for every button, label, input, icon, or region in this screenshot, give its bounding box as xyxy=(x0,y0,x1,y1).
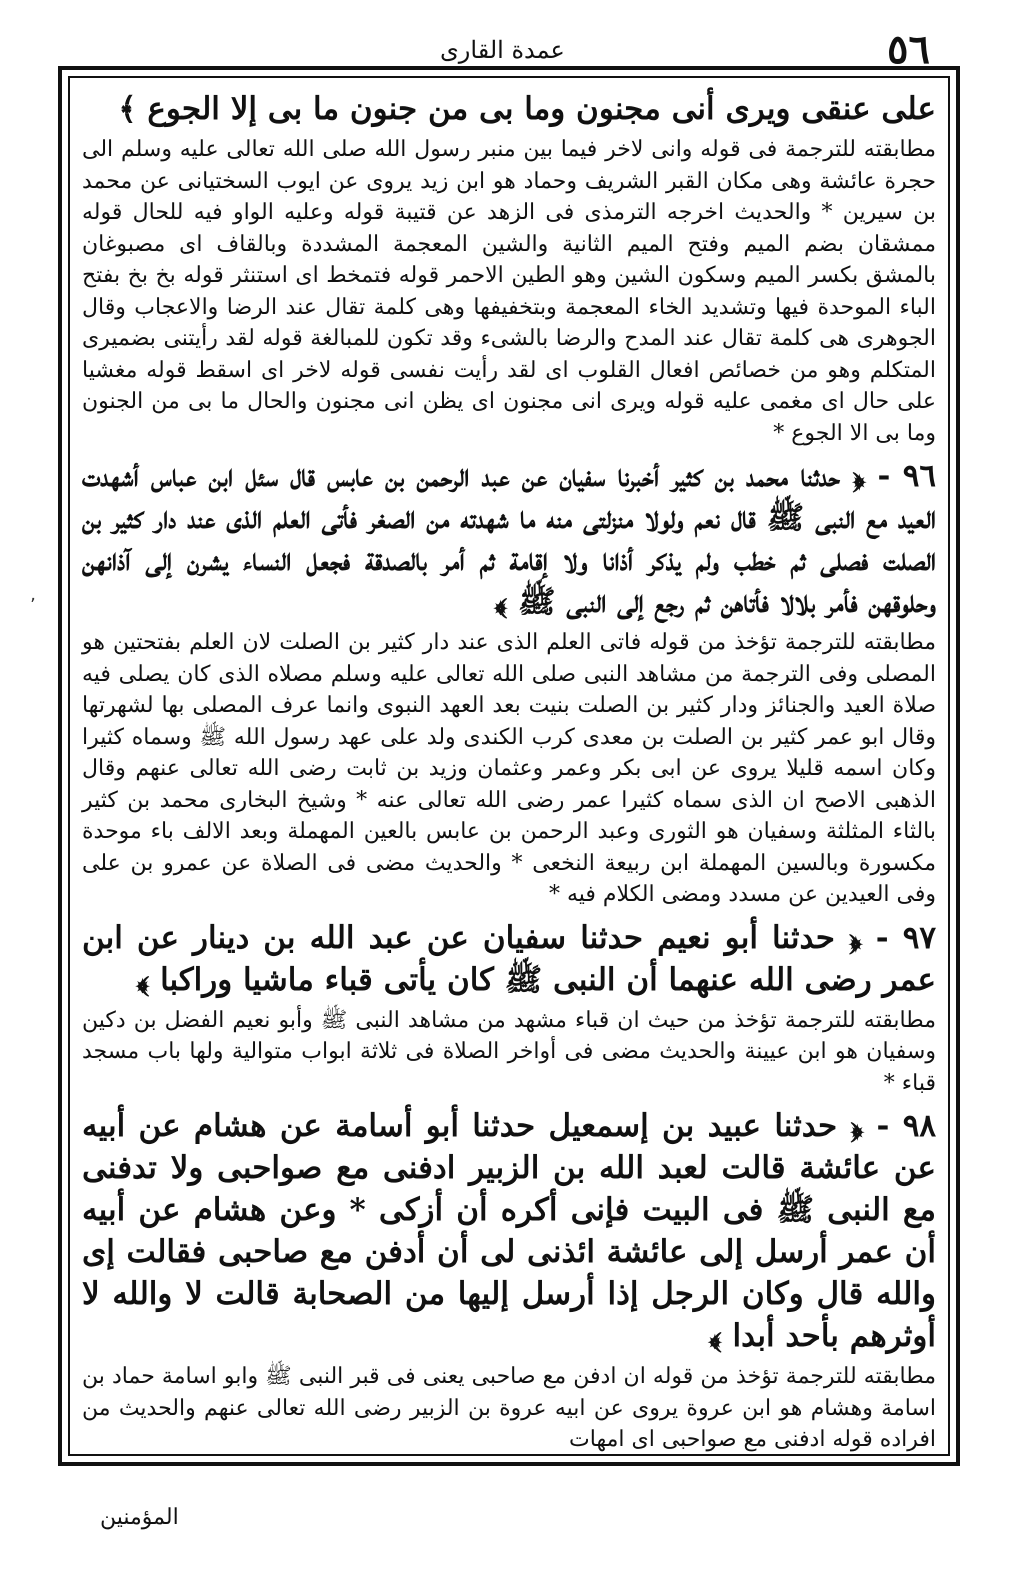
page-frame-inner xyxy=(68,76,950,1456)
commentary-paragraph: مطابقته للترجمة تؤخذ من قوله فاتی العلم الذی عند دار کثیر بن الصلت لان العلم بفتحتین هو المصلی وفی الترجمة من مشاهد النبی صلی الله تعالی علیه وسلم مصلاه الذی کان یصلی فیه صلاة العید والجنائز ودار کثیر بن الصلت بنیت بعد العهد النبوی وانما عرف المصلی بها لشهرتها وقال ابو عمر کثیر بن الصلت بن معدی کرب الکندی ولد علی عهد رسول الله ﷺ وسماه کثیرا وکان اسمه قلیلا یروی عن ابی بکر وعمر وعثمان وزید بن ثابت رضی الله تعالی عنهم وقال الذهبی الاصح ان الذی سماه کثیرا عمر رضی الله تعالی عنه * وشیخ البخاری محمد بن کثیر بالثاء المثلثة وسفیان هو الثوری وعبد الرحمن بن عابس بالعین المهملة وبعد الالف باء موحدة مکسورة وبالسین المهملة ابن ربیعة النخعی * والحدیث مضی فی الصلاة عن عمرو بن علی وفی العیدین عن مسدد ومضی الکلام فیه * xyxy=(82,630,936,907)
page-body xyxy=(82,88,936,1456)
page-number: ٥٦ xyxy=(887,26,930,73)
margin-mark: ٬ xyxy=(30,595,36,616)
hadith-text-fragment: علی عنقی ویری أنی مجنون وما بی من جنون ما بی إلا الجوع ﴾ xyxy=(118,91,936,127)
running-title: عمدة القاری xyxy=(440,36,565,64)
page-frame xyxy=(58,66,960,1466)
catchword: المؤمنین xyxy=(100,1505,179,1530)
hadith-97: ٩٧ - ﴿ حدثنا أبو نعیم حدثنا سفیان عن عبد الله بن دینار عن ابن عمر رضی الله عنهما أن النبی ﷺ کان یأتی قباء ماشیا وراکبا ﴾ xyxy=(82,919,936,998)
commentary-paragraph: مطابقته للترجمة تؤخذ من حیث ان قباء مشهد من مشاهد النبی ﷺ وأبو نعیم الفضل بن دکین وسفیان هو ابن عیینة والحدیث مضی فی أواخر الصلاة فی ثلاثة ابواب متوالیة ولها باب مسجد قباء * xyxy=(82,1007,936,1096)
commentary-paragraph: مطابقته للترجمة فی قوله وانی لاخر فیما بین منبر رسول الله صلی الله تعالی علیه وسلم الی حجرة عائشة وهی مکان القبر الشریف وحماد هو ابن زید یروی عن ایوب السختیانی عن محمد بن سیرین * والحدیث اخرجه الترمذی فی الزهد عن قتیبة قوله وعلیه الواو فیه للحال قوله ممشقان بضم المیم وفتح المیم الثانیة والشین المعجمة المشددة وبالقاف ای مصبوغان بالمشق بکسر المیم وسکون الشین وهو الطین الاحمر قوله فتمخط ای استنثر قوله بخ بخ بفتح الباء الموحدة فیها وتشدید الخاء المعجمة وبتخفیفها وهی کلمة تقال عند الرضا والاعجاب وقال الجوهری هی کلمة تقال عند المدح والرضا بالشیء وقد تکون للمبالغة قوله لقد رأیتنی بضمیری المتکلم وهو من خصائص افعال القلوب ای لقد رأیت نفسی قوله لاخر ای اسقط قوله مغشیا علی حال ای مغمی علیه قوله ویری انی مجنون ای یظن انی مجنون والحال ما بی من الجنون وما بی الا الجوع * xyxy=(82,137,936,446)
hadith-96: ٩٦ - ﴿ حدثنا محمد بن کثیر أخبرنا سفیان عن عبد الرحمن بن عابس قال سئل ابن عباس أشهدت العید مع النبی ﷺ قال نعم ولولا منزلتی منه ما شهدته من الصغر فأتی العلم الذی عند دار کثیر بن الصلت فصلی ثم خطب ولم یذکر أذانا ولا إقامة ثم أمر بالصدقة فجعل النساء یشرن إلی آذانهن وحلوقهن فأمر بلالا فأتاهن ثم رجع إلی النبی ﷺ ﴾ xyxy=(82,458,936,620)
hadith-98: ٩٨ - ﴿ حدثنا عبید بن إسمعیل حدثنا أبو أسامة عن هشام عن أبیه عن عائشة قالت لعبد الله بن الزبیر ادفنی مع صواحبی ولا تدفنی مع النبی ﷺ فی البیت فإنی أکره أن أزکی * وعن هشام عن أبیه أن عمر أرسل إلی عائشة ائذنی لی أن أدفن مع صاحبی فقالت إی والله قال وکان الرجل إذا أرسل إلیها من الصحابة قالت لا والله لا أوثرهم بأحد أبدا ﴾ xyxy=(82,1108,936,1354)
page-header xyxy=(60,22,960,72)
commentary-paragraph: مطابقته للترجمة تؤخذ من قوله ان ادفن مع صاحبی یعنی فی قبر النبی ﷺ وابو اسامة حماد بن اسامة وهشام هو ابن عروة یروی عن ابیه عروة بن الزبیر رضی الله تعالی عنهم والحدیث من افراده قوله ادفنی مع صواحبی ای امهات xyxy=(82,1364,936,1452)
